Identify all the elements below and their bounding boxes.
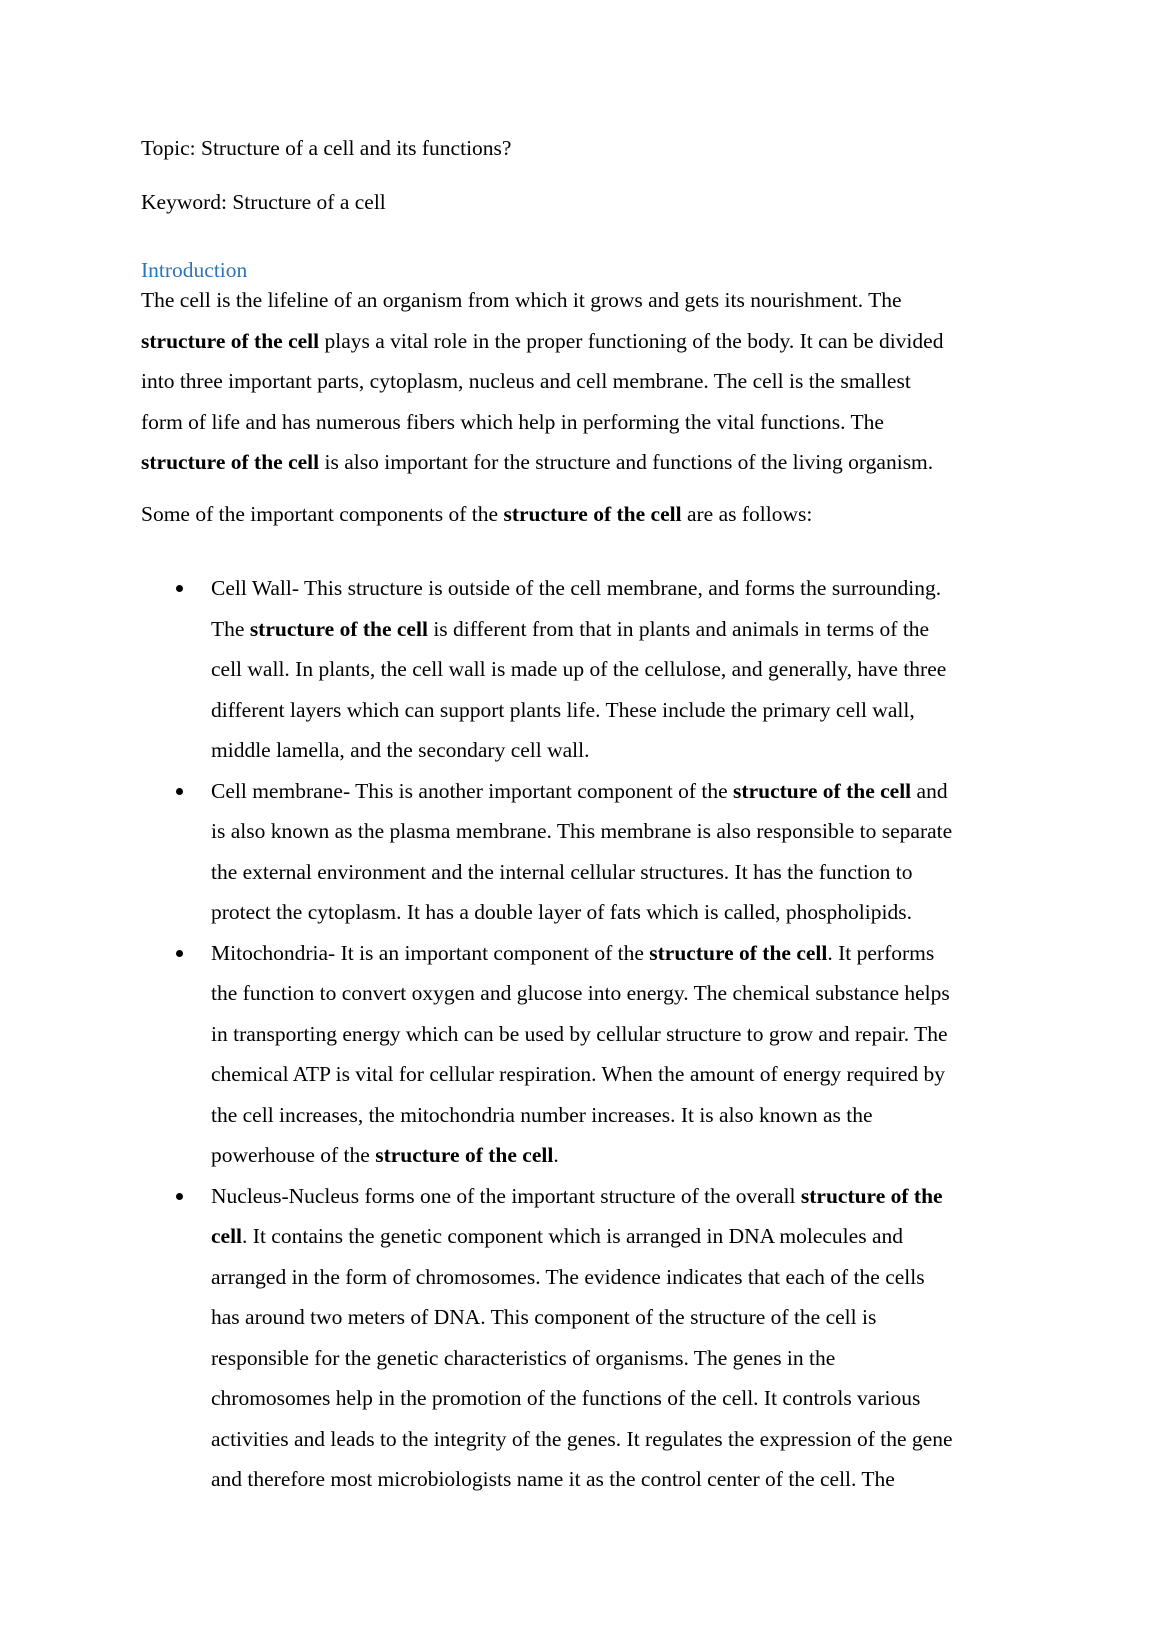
intro-line: The cell is the lifeline of an organism from which it grows and gets its nourishment. The [141, 288, 902, 312]
bold-keyword: structure of the cell [141, 450, 320, 474]
bullet-icon [176, 788, 183, 795]
bold-keyword: structure of the cell [141, 328, 320, 353]
components-list [141, 568, 1041, 1500]
bold-keyword: cell [211, 1224, 243, 1248]
intro-paragraph [141, 280, 943, 483]
bold-keyword: structure of the cell [249, 616, 428, 641]
list-item-cell-membrane: Cell membrane- This is another important component of the structure of the cell and is also known as the plasma membrane. This membrane is also responsible to separate the external environment and the internal cellular structures. It has the function to protect the cytoplasm. It has a double layer of fats which is called, phospholipids. [141, 771, 1041, 933]
bullet-icon [176, 585, 183, 592]
components-sentence: Some of the important components of the structure of the cell are as follows: [141, 502, 813, 526]
list-item-nucleus: Nucleus-Nucleus forms one of the important structure of the overall structure of the cell. It contains the genetic component which is arranged in DNA molecules and arranged in the form of chromosomes. The evidence indicates that each of the cells has around two meters of DNA. This component of the structure of the cell is responsible for the genetic characteristics of organisms. The genes in the chromosomes help in the promotion of the functions of the cell. It controls various activities and leads to the integrity of the genes. It regulates the expression of the gene and therefore most microbiologists name it as the control center of the cell. The [141, 1176, 1041, 1500]
intro-line: into three important parts, cytoplasm, nucleus and cell membrane. The cell is the smallest [141, 369, 911, 393]
bold-keyword: structure of the cell [733, 778, 912, 803]
bold-keyword: structure of the cell [649, 940, 828, 965]
topic-line: Topic: Structure of a cell and its functions? [141, 136, 512, 160]
list-item-mitochondria: Mitochondria- It is an important component of the structure of the cell. It performs the function to convert oxygen and glucose into energy. The chemical substance helps in transporting energy which can be used by cellular structure to grow and repair. The chemical ATP is vital for cellular respiration. When the amount of energy required by the cell increases, the mitochondria number increases. It is also known as the powerhouse of the structure of the cell. [141, 933, 1041, 1176]
bold-keyword: structure of the [800, 1183, 943, 1208]
introduction-heading: Introduction [141, 258, 248, 282]
intro-line: form of life and has numerous fibers which help in performing the vital functions. The [141, 409, 884, 434]
list-item-cell-wall: Cell Wall- This structure is outside of the cell membrane, and forms the surrounding. The structure of the cell is different from that in plants and animals in terms of the cell wall. In plants, the cell wall is made up of the cellulose, and generally, have three different layers which can support plants life. These include the primary cell wall, middle lamella, and the secondary cell wall. [141, 568, 1041, 771]
bullet-icon [176, 1193, 183, 1200]
bullet-icon [176, 950, 183, 957]
intro-line: structure of the cell plays a vital role in the proper functioning of the body. It can be divided [141, 328, 944, 353]
bold-keyword: structure of the cell [503, 502, 682, 526]
intro-line: structure of the cell is also important for the structure and functions of the living organism. [141, 450, 934, 474]
keyword-line: Keyword: Structure of a cell [141, 190, 386, 214]
bold-keyword: structure of the cell [375, 1143, 554, 1167]
